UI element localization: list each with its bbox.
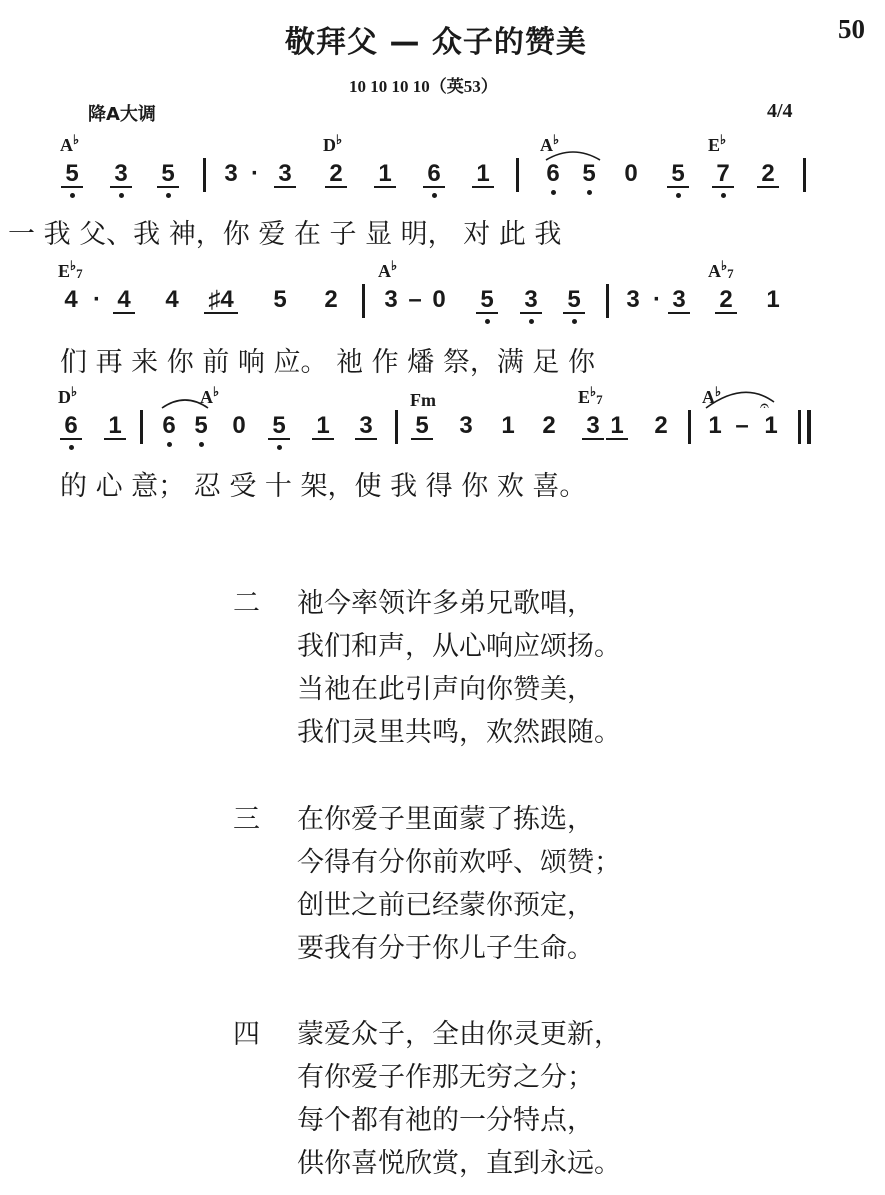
chord-r2-2: A♭ bbox=[378, 258, 398, 281]
page-number: 50 bbox=[838, 14, 865, 44]
note: 1 bbox=[104, 414, 126, 440]
note-dot: · bbox=[93, 286, 101, 313]
note: 6 bbox=[546, 160, 560, 187]
note: 4 bbox=[113, 288, 135, 314]
verse-number: 四 bbox=[233, 1019, 260, 1050]
note: 1 bbox=[764, 412, 778, 439]
note: 1 bbox=[472, 162, 494, 188]
verse-line: 在你爱子里面蒙了拣选， bbox=[297, 804, 594, 835]
note: 3 bbox=[110, 162, 132, 188]
note: 2 bbox=[542, 412, 556, 439]
note: 6 bbox=[162, 412, 176, 439]
note: 4 bbox=[165, 286, 179, 313]
note: 1 bbox=[766, 286, 780, 313]
note: 3 bbox=[224, 160, 238, 187]
meter-line: 10 10 10 10（英53） bbox=[349, 77, 498, 96]
verse-line: 有你爱子作那无穷之分； bbox=[297, 1062, 594, 1093]
note: 1 bbox=[501, 412, 515, 439]
hymn-title: 敬拜父 — 众子的赞美 bbox=[285, 25, 587, 60]
verse-line: 我们和声，从心响应颂扬。 bbox=[297, 631, 621, 662]
chord-r3-4: $E^♭_7$ bbox=[578, 384, 603, 407]
note: 1 bbox=[312, 414, 334, 440]
note: 3 bbox=[384, 286, 398, 313]
verse-line: 蒙爱众子，全由你灵更新， bbox=[297, 1019, 621, 1050]
verse-number: 三 bbox=[233, 804, 260, 835]
note: 7 bbox=[712, 162, 734, 188]
verse-line: 要我有分于你儿子生命。 bbox=[297, 933, 594, 964]
note: 3 bbox=[668, 288, 690, 314]
note: 2 bbox=[715, 288, 737, 314]
time-signature: 4/4 bbox=[767, 100, 793, 122]
verse-line: 供你喜悦欣赏，直到永远。 bbox=[297, 1148, 621, 1179]
note: 4 bbox=[64, 286, 78, 313]
note-dash: – bbox=[735, 412, 749, 439]
note: 5 bbox=[582, 160, 596, 187]
note: ♯4 bbox=[204, 288, 238, 314]
note-dash: – bbox=[408, 286, 422, 313]
verse-line: 每个都有祂的一分特点， bbox=[297, 1105, 594, 1136]
lyrics-row-3: 的 心 意； 忍 受 十 架，使 我 得 你 欢 喜。 bbox=[60, 471, 587, 502]
note: 5 bbox=[61, 162, 83, 188]
chord-r1-4: E♭ bbox=[708, 132, 727, 155]
note: 3 bbox=[582, 414, 604, 440]
note: 5 bbox=[476, 288, 498, 314]
chord-r2-3: $A^♭_7$ bbox=[708, 258, 734, 281]
verse-line: 祂今率领许多弟兄歌唱， bbox=[297, 588, 594, 619]
note: 5 bbox=[157, 162, 179, 188]
note: 1 bbox=[708, 412, 722, 439]
chord-r1-2: D♭ bbox=[323, 132, 343, 155]
note: 3 bbox=[274, 162, 296, 188]
note: 5 bbox=[667, 162, 689, 188]
note: 1 bbox=[374, 162, 396, 188]
note: 2 bbox=[654, 412, 668, 439]
note: 0 bbox=[432, 286, 446, 313]
note: 3 bbox=[626, 286, 640, 313]
note: 5 bbox=[411, 414, 433, 440]
note: 0 bbox=[232, 412, 246, 439]
lyrics-row-1: 一 我 父、我 神，你 爱 在 子 显 明， 对 此 我 bbox=[8, 219, 562, 250]
key-signature: 降A大调 bbox=[88, 104, 156, 125]
chord-r3-3: Fm bbox=[410, 390, 436, 410]
note: 5 bbox=[563, 288, 585, 314]
note: 6 bbox=[423, 162, 445, 188]
chord-r1-1: A♭ bbox=[60, 132, 80, 155]
verse-line: 当祂在此引声向你赞美， bbox=[297, 674, 594, 705]
note: 0 bbox=[624, 160, 638, 187]
verse-line: 我们灵里共鸣，欢然跟随。 bbox=[297, 717, 621, 748]
verse-line: 今得有分你前欢呼、颂赞； bbox=[297, 847, 621, 878]
chord-r1-3: A♭ bbox=[540, 132, 560, 155]
chord-r3-1: D♭ bbox=[58, 384, 78, 407]
note: 3 bbox=[459, 412, 473, 439]
chord-r2-1: $E^♭_7$ bbox=[58, 258, 83, 281]
verse-line: 创世之前已经蒙你预定， bbox=[297, 890, 594, 921]
note: 2 bbox=[757, 162, 779, 188]
fermata-icon: 𝄐 bbox=[760, 396, 769, 415]
chord-r3-2: A♭ bbox=[200, 384, 220, 407]
note: 5 bbox=[273, 286, 287, 313]
note: 5 bbox=[268, 414, 290, 440]
chord-r3-5: A♭ bbox=[702, 384, 722, 407]
note: 2 bbox=[324, 286, 338, 313]
note: 6 bbox=[60, 414, 82, 440]
note-dot: · bbox=[653, 286, 661, 313]
note: 1 bbox=[606, 414, 628, 440]
note: 3 bbox=[355, 414, 377, 440]
note: 3 bbox=[520, 288, 542, 314]
note: 2 bbox=[325, 162, 347, 188]
note: 5 bbox=[194, 412, 208, 439]
lyrics-row-2: 们 再 来 你 前 响 应。 祂 作 燔 祭，满 足 你 bbox=[60, 347, 595, 378]
verse-number: 二 bbox=[233, 588, 260, 619]
note-dot: · bbox=[251, 160, 259, 187]
